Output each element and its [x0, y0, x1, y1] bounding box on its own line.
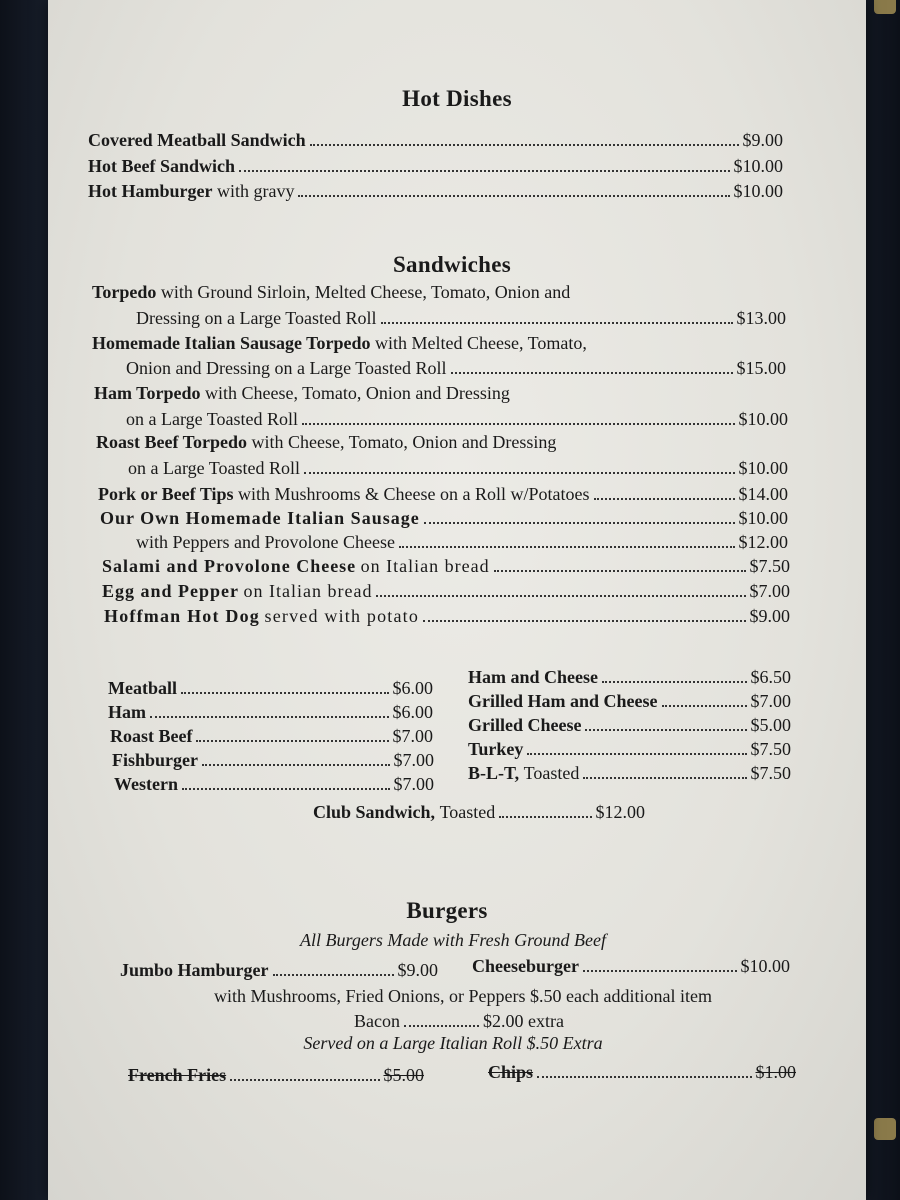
item-name: Torpedo	[92, 282, 157, 302]
item-name: Grilled Cheese	[468, 715, 582, 735]
item-price: $7.50	[749, 556, 790, 576]
menu-item	[112, 750, 434, 771]
item-desc: with Mushrooms & Cheese on a Roll w/Potatoes	[238, 484, 590, 504]
item-price: $10.00	[733, 156, 783, 176]
menu-item	[468, 763, 791, 784]
item-name: Salami and Provolone Cheese	[102, 556, 357, 576]
roll-note: Served on a Large Italian Roll $.50 Extra	[303, 1033, 603, 1053]
item-price: $10.00	[738, 409, 788, 429]
item-name: Fishburger	[112, 750, 199, 770]
item-name: Grilled Ham and Cheese	[468, 691, 658, 711]
leader-dots	[499, 816, 591, 818]
leader-dots	[298, 195, 729, 197]
item-desc: with gravy	[216, 181, 295, 201]
leader-dots	[399, 546, 735, 548]
menu-item	[126, 409, 788, 430]
menu-item	[102, 581, 790, 602]
menu-item	[468, 691, 791, 712]
leader-dots	[662, 705, 747, 707]
item-name: B-L-T,	[468, 763, 520, 783]
item-name: Hot Beef Sandwich	[88, 156, 236, 176]
section-title-sandwiches: Sandwiches	[392, 252, 512, 277]
item-name: French Fries	[128, 1065, 227, 1085]
item-price: $10.00	[733, 181, 783, 201]
binder-clip-top	[874, 0, 896, 14]
item-desc-cont: on a Large Toasted Roll	[128, 458, 301, 478]
binder-clip-bottom	[874, 1118, 896, 1140]
menu-item	[128, 1065, 424, 1086]
item-price: $5.00	[750, 715, 791, 735]
leader-dots	[583, 970, 737, 972]
menu-item	[128, 458, 788, 479]
item-price: $6.00	[392, 702, 433, 722]
item-price: $7.00	[750, 691, 791, 711]
leader-dots	[602, 681, 747, 683]
item-name: Turkey	[468, 739, 524, 759]
item-price: $7.00	[749, 581, 790, 601]
leader-dots	[239, 170, 729, 172]
leader-dots	[424, 522, 735, 524]
menu-item	[88, 181, 783, 202]
item-price: $12.00	[595, 802, 645, 822]
item-price: $10.00	[738, 508, 788, 528]
section-title-hot-dishes: Hot Dishes	[402, 86, 512, 111]
leader-dots	[537, 1076, 751, 1078]
item-name: Ham	[108, 702, 146, 722]
item-price: $1.00	[755, 1062, 796, 1082]
item-desc-cont: on a Large Toasted Roll	[126, 409, 299, 429]
leader-dots	[376, 595, 745, 597]
item-desc: with Peppers and Provolone Cheese	[136, 532, 395, 552]
item-desc: on Italian bread	[360, 556, 490, 576]
item-desc-cont: Onion and Dressing on a Large Toasted Roll	[126, 358, 447, 378]
item-desc: with Cheese, Tomato, Onion and Dressing	[205, 383, 510, 403]
menu-item	[488, 1062, 796, 1083]
item-price: $5.00	[383, 1065, 424, 1085]
item-price: $10.00	[740, 956, 790, 976]
item-name: Jumbo Hamburger	[120, 960, 269, 980]
menu-item	[98, 484, 788, 505]
burger-addons-note: with Mushrooms, Fried Onions, or Peppers $.50 each additional item	[214, 986, 712, 1006]
menu-item	[114, 774, 434, 795]
item-price: $7.50	[750, 739, 791, 759]
item-name: Egg and Pepper	[102, 581, 240, 601]
item-desc: Toasted	[523, 763, 580, 783]
item-name: Pork or Beef Tips	[98, 484, 234, 504]
menu-item	[102, 556, 790, 577]
item-desc: with Cheese, Tomato, Onion and Dressing	[251, 432, 557, 452]
item-name: Our Own Homemade Italian Sausage	[100, 508, 420, 528]
item-price: $6.50	[750, 667, 791, 687]
leader-dots	[181, 692, 389, 694]
leader-dots	[404, 1025, 479, 1027]
item-price: $10.00	[738, 458, 788, 478]
leader-dots	[310, 144, 739, 146]
menu-item	[110, 726, 433, 747]
menu-item	[468, 739, 791, 760]
item-line	[94, 383, 510, 404]
menu-item	[472, 956, 790, 977]
item-name: Bacon	[354, 1011, 400, 1031]
item-price: $7.00	[392, 726, 433, 746]
leader-dots	[273, 974, 394, 976]
item-desc: Toasted	[439, 802, 496, 822]
menu-item	[88, 156, 783, 177]
leader-dots	[150, 716, 389, 718]
item-price: $15.00	[736, 358, 786, 378]
leader-dots	[583, 777, 746, 779]
menu-item	[136, 532, 788, 553]
item-price: $7.50	[750, 763, 791, 783]
menu-item-club	[313, 802, 645, 823]
burgers-subtitle: All Burgers Made with Fresh Ground Beef	[300, 930, 606, 950]
item-name: Cheeseburger	[472, 956, 579, 976]
leader-dots	[585, 729, 746, 731]
item-price: $14.00	[738, 484, 788, 504]
item-price: $7.00	[393, 774, 434, 794]
menu-item	[468, 667, 791, 688]
menu-item	[104, 606, 790, 627]
item-price: $2.00 extra	[483, 1011, 564, 1031]
item-name: Roast Beef	[110, 726, 193, 746]
leader-dots	[381, 322, 733, 324]
leader-dots	[494, 570, 746, 572]
leader-dots	[302, 423, 734, 425]
leader-dots	[182, 788, 390, 790]
leader-dots	[202, 764, 389, 766]
leader-dots	[304, 472, 734, 474]
item-price: $12.00	[738, 532, 788, 552]
menu-item	[126, 358, 786, 379]
item-desc: on Italian bread	[243, 581, 373, 601]
item-price: $9.00	[397, 960, 438, 980]
menu-item	[108, 702, 433, 723]
item-line	[96, 432, 556, 453]
leader-dots	[196, 740, 388, 742]
leader-dots	[423, 620, 745, 622]
item-desc: with Ground Sirloin, Melted Cheese, Tomato, Onion and	[160, 282, 571, 302]
menu-item	[120, 960, 438, 981]
menu-item	[468, 715, 791, 736]
item-price: $7.00	[393, 750, 434, 770]
item-name: Hoffman Hot Dog	[104, 606, 260, 626]
item-price: $13.00	[736, 308, 786, 328]
menu-item	[108, 678, 433, 699]
item-name: Club Sandwich,	[313, 802, 436, 822]
item-line	[92, 282, 570, 303]
menu-page	[48, 0, 866, 1200]
item-line	[92, 333, 587, 354]
item-desc-cont: Dressing on a Large Toasted Roll	[136, 308, 377, 328]
menu-item-bacon	[354, 1011, 564, 1032]
item-name: Covered Meatball Sandwich	[88, 130, 306, 150]
item-name: Ham Torpedo	[94, 383, 201, 403]
item-price: $6.00	[392, 678, 433, 698]
leader-dots	[230, 1079, 379, 1081]
item-name: Chips	[488, 1062, 534, 1082]
item-desc: with Melted Cheese, Tomato,	[375, 333, 587, 353]
menu-item	[136, 308, 786, 329]
item-price: $9.00	[742, 130, 783, 150]
menu-item	[100, 508, 788, 529]
leader-dots	[451, 372, 733, 374]
item-name: Meatball	[108, 678, 177, 698]
leader-dots	[527, 753, 746, 755]
menu-item	[88, 130, 783, 151]
item-name: Ham and Cheese	[468, 667, 598, 687]
item-desc: served with potato	[264, 606, 420, 626]
item-name: Homemade Italian Sausage Torpedo	[92, 333, 371, 353]
item-name: Hot Hamburger	[88, 181, 213, 201]
section-title-burgers: Burgers	[406, 898, 488, 923]
item-price: $9.00	[749, 606, 790, 626]
item-name: Western	[114, 774, 178, 794]
leader-dots	[594, 498, 735, 500]
item-name: Roast Beef Torpedo	[96, 432, 248, 452]
